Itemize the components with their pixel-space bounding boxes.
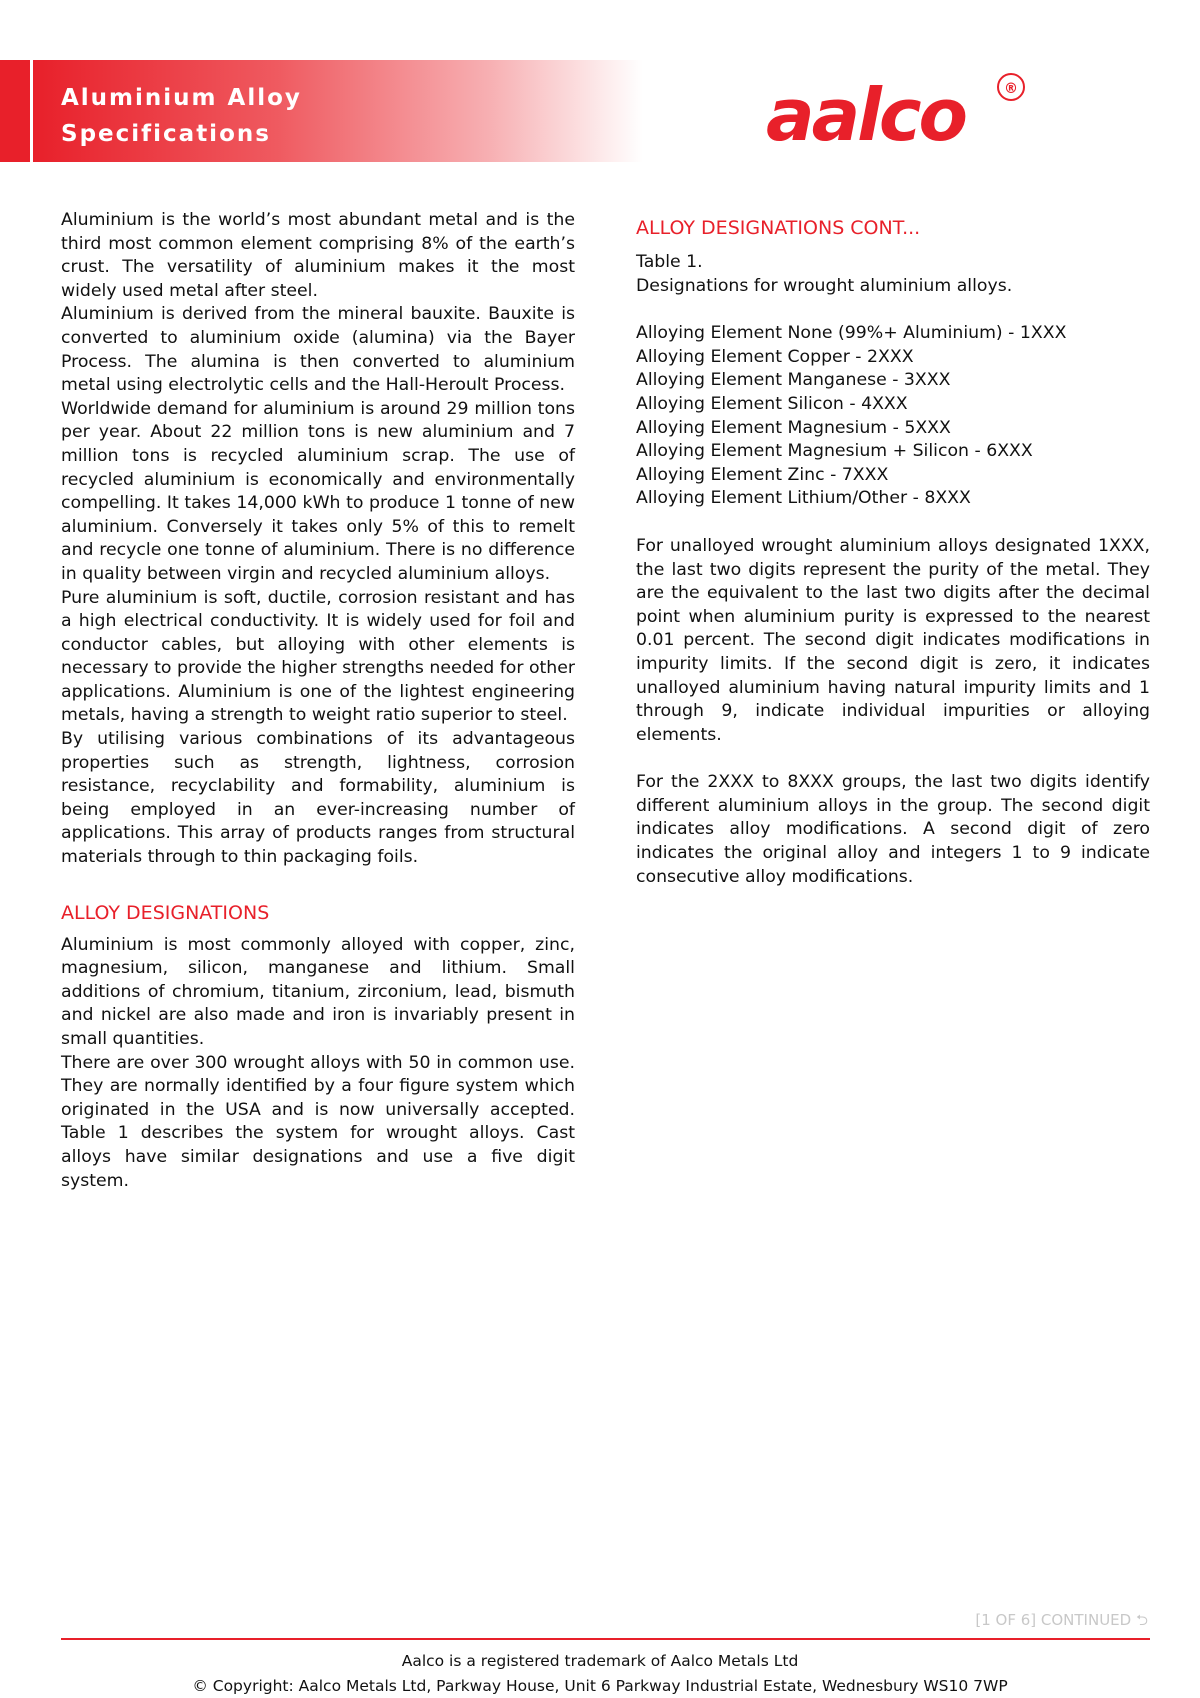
- table-row: Alloying Element Manganese - 3XXX: [636, 370, 951, 391]
- right-column: [636, 215, 1150, 889]
- intro-paragraph-2: Aluminium is derived from the mineral bauxite. Bauxite is converted to aluminium oxide (alumina) via the Bayer Process. The alumina is then converted to aluminium metal using electrolytic cells and the Hall-Heroult Process.: [61, 304, 575, 396]
- footer-trademark: Aalco is a registered trademark of Aalco Metals Ltd: [401, 1652, 799, 1670]
- page-title: [61, 80, 302, 152]
- page-title-line-2: Specifications: [61, 121, 271, 147]
- footer-divider: [61, 1638, 1150, 1640]
- header-accent-tab: [0, 60, 30, 162]
- logo-text: aalco: [766, 73, 965, 157]
- intro-paragraph-1: Aluminium is the world’s most abundant metal and is the third most common element comprising 8% of the earth’s crust. The versatility of aluminium makes it the most widely used metal after steel.: [61, 210, 575, 301]
- table-row: Alloying Element Copper - 2XXX: [636, 346, 914, 367]
- intro-paragraph-5: By utilising various combinations of its advantageous properties such as strength, lightness, corrosion resistance, recyclability and formability, aluminium is being employed in an ever-increasing number of applications. This array of products ranges from structural materials through to thin packaging foils.: [61, 729, 575, 868]
- registered-mark: ®: [1004, 81, 1018, 97]
- purity-paragraph: For unalloyed wrought aluminium alloys designated 1XXX, the last two digits represent the purity of the metal. They are the equivalent to the last two digits after the decimal point when aluminium purity is expressed to the nearest 0.01 percent. The second digit indicates modifications in impurity limits. If the second digit is zero, it indicates unalloyed aluminium having natural impurity limits and 1 through 9, indicate individual impurities or alloying elements.: [636, 535, 1150, 745]
- alloy-designations-heading: ALLOY DESIGNATIONS: [61, 901, 270, 924]
- groups-paragraph: For the 2XXX to 8XXX groups, the last two digits identify different aluminium alloys in the group. The second digit indicates alloy modifications. A second digit of zero indicates the original alloy and integers 1 to 9 indicate consecutive alloy modifications.: [636, 772, 1150, 887]
- table-row: Alloying Element Lithium/Other - 8XXX: [636, 488, 971, 509]
- table-row: Alloying Element Magnesium + Silicon - 6XXX: [636, 441, 1033, 462]
- table-caption: Designations for wrought aluminium alloys.: [636, 275, 1013, 296]
- continued-indicator: [1 OF 6] CONTINUED ⮌: [975, 1611, 1148, 1629]
- table-row: Alloying Element Silicon - 4XXX: [636, 393, 908, 414]
- table-row: Alloying Element Magnesium - 5XXX: [636, 417, 951, 438]
- page-title-line-1: Aluminium Alloy: [61, 85, 302, 111]
- left-column: [61, 209, 575, 1193]
- table-row: Alloying Element Zinc - 7XXX: [636, 464, 889, 485]
- designations-paragraph-1: Aluminium is most commonly alloyed with copper, zinc, magnesium, silicon, manganese and lithium. Small additions of chromium, titanium, zirconium, lead, bismuth and nickel are also made and iron is invariably present in small quantities.: [61, 934, 575, 1049]
- designations-paragraph-2: There are over 300 wrought alloys with 50 in common use. They are normally identified by a four figure system which originated in the USA and is now universally accepted. Table 1 describes the system for wrought alloys. Cast alloys have similar designations and use a five digit system.: [61, 1052, 575, 1191]
- table-label: Table 1.: [636, 252, 703, 272]
- footer-copyright: © Copyright: Aalco Metals Ltd, Parkway House, Unit 6 Parkway Industrial Estate, Wednesbury WS10 7WP: [192, 1677, 1008, 1695]
- alloy-designations-cont-heading: ALLOY DESIGNATIONS CONT...: [636, 217, 921, 239]
- intro-paragraph-3: Worldwide demand for aluminium is around 29 million tons per year. About 22 million tons is new aluminium and 7 million tons is recycled aluminium scrap. The use of recycled aluminium is economically and environmentally compelling. It takes 14,000 kWh to produce 1 tonne of new aluminium. Conversely it takes only 5% of this to remelt and recycle one tonne of aluminium. There is no difference in quality between virgin and recycled aluminium alloys.: [61, 398, 575, 584]
- aalco-logo: [760, 66, 1030, 166]
- intro-paragraph-4: Pure aluminium is soft, ductile, corrosion resistant and has a high electrical conductivity. It is widely used for foil and conductor cables, but alloying with other elements is necessary to provide the higher strengths needed for other applications. Aluminium is one of the lightest engineering metals, having a strength to weight ratio superior to steel.: [61, 587, 575, 726]
- table-row: Alloying Element None (99%+ Aluminium) - 1XXX: [636, 323, 1067, 344]
